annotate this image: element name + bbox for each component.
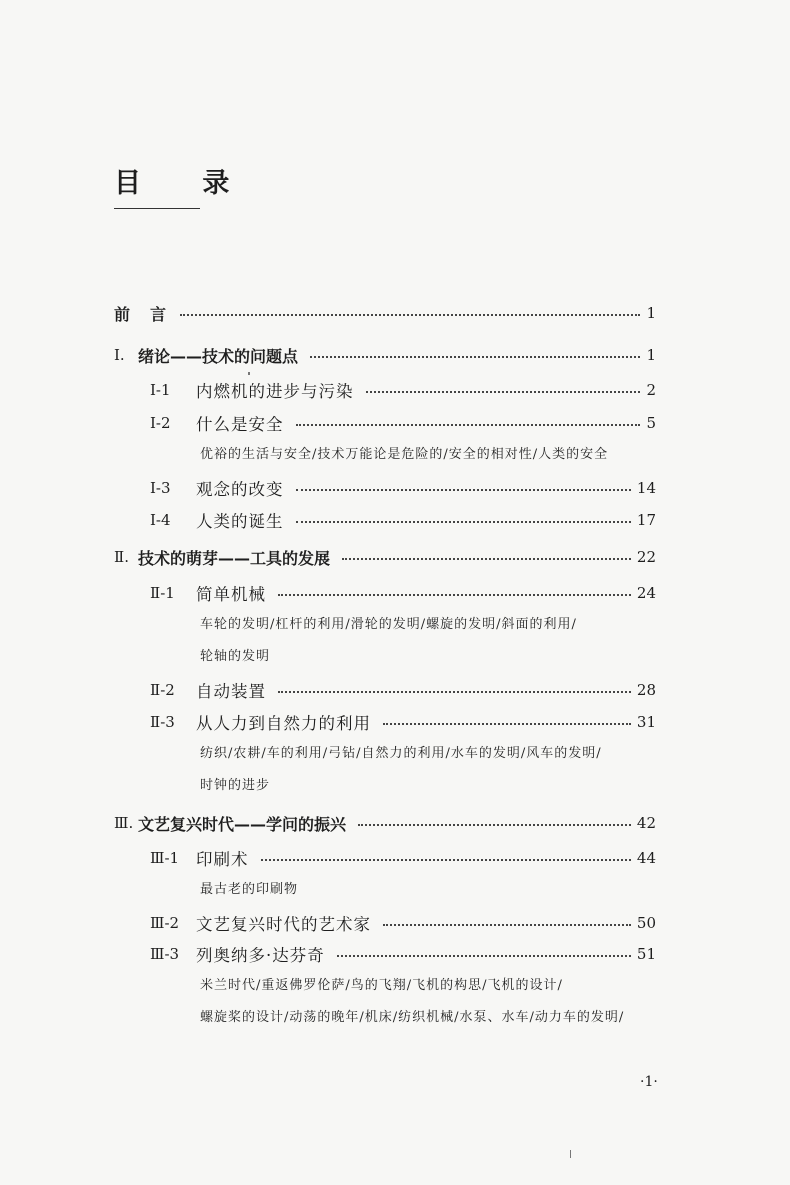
toc-page-number: 17 bbox=[636, 511, 656, 529]
toc-chapter-title: 文艺复兴时代——学问的振兴 bbox=[138, 814, 347, 834]
toc-section-number: Ⅰ-3 bbox=[150, 479, 171, 497]
toc-section-title: 内燃机的进步与污染 bbox=[196, 382, 354, 401]
page-title-text: 目 录 bbox=[114, 168, 256, 199]
print-speck bbox=[570, 1150, 571, 1158]
dot-leader bbox=[342, 558, 631, 560]
toc-section-title: 观念的改变 bbox=[196, 480, 284, 499]
toc-page-number: 42 bbox=[636, 814, 656, 832]
toc-page-number: 5 bbox=[646, 414, 656, 432]
toc-section-number: Ⅲ-3 bbox=[150, 945, 180, 963]
dot-leader bbox=[296, 521, 631, 523]
toc-page-number: 50 bbox=[636, 914, 656, 932]
toc-section-number: Ⅰ-2 bbox=[150, 414, 171, 432]
toc-chapter-3[interactable] bbox=[114, 811, 656, 835]
toc-section-number: Ⅰ-4 bbox=[150, 511, 171, 529]
toc-section-number: Ⅲ-1 bbox=[150, 849, 180, 867]
dot-leader bbox=[337, 955, 631, 957]
toc-section-2-1[interactable] bbox=[150, 581, 656, 605]
toc-section-subtopics: 螺旋桨的设计/动荡的晚年/机床/纺织机械/水泵、水车/动力车的发明/ bbox=[200, 1010, 625, 1025]
toc-entry-title: 前 言 bbox=[114, 304, 169, 324]
toc-section-title: 简单机械 bbox=[196, 585, 266, 604]
toc-section-subtopics: 最古老的印刷物 bbox=[200, 882, 299, 897]
toc-section-title: 自动装置 bbox=[196, 682, 266, 701]
toc-page-number: 14 bbox=[636, 479, 656, 497]
toc-page-number: 24 bbox=[636, 584, 656, 602]
dot-leader bbox=[310, 356, 640, 358]
toc-section-1-4[interactable] bbox=[150, 508, 656, 532]
dot-leader bbox=[278, 594, 631, 596]
page-title bbox=[114, 166, 256, 209]
dot-leader bbox=[296, 424, 641, 426]
toc-section-number: Ⅰ-1 bbox=[150, 381, 171, 399]
toc-page-number: 1 bbox=[646, 304, 656, 322]
toc-chapter-number: Ⅱ. bbox=[114, 548, 129, 566]
toc-section-title: 人类的诞生 bbox=[196, 512, 284, 531]
toc-page-number: 2 bbox=[646, 381, 656, 399]
toc-chapter-number: Ⅲ. bbox=[114, 814, 134, 832]
toc-page-number: 44 bbox=[636, 849, 656, 867]
toc-chapter-number: Ⅰ. bbox=[114, 346, 125, 364]
toc-page-number: 51 bbox=[636, 945, 656, 963]
toc-section-subtopics: 时钟的进步 bbox=[200, 778, 271, 793]
toc-section-subtopics: 纺织/农耕/车的利用/弓钻/自然力的利用/水车的发明/风车的发明/ bbox=[200, 746, 602, 761]
dot-leader bbox=[180, 314, 640, 316]
toc-chapter-1[interactable] bbox=[114, 343, 656, 367]
toc-section-1-2[interactable] bbox=[150, 411, 656, 435]
toc-page-number: 22 bbox=[636, 548, 656, 566]
dot-leader bbox=[261, 859, 631, 861]
toc-section-subtopics: 车轮的发明/杠杆的利用/滑轮的发明/螺旋的发明/斜面的利用/ bbox=[200, 617, 577, 632]
toc-section-title: 印刷术 bbox=[196, 850, 249, 869]
toc-section-3-3[interactable] bbox=[150, 942, 656, 966]
toc-page-number: 31 bbox=[636, 713, 656, 731]
toc-section-subtopics: 米兰时代/重返佛罗伦萨/鸟的飞翔/飞机的构思/飞机的设计/ bbox=[200, 978, 563, 993]
toc-section-number: Ⅲ-2 bbox=[150, 914, 180, 932]
toc-section-number: Ⅱ-3 bbox=[150, 713, 175, 731]
toc-section-number: Ⅱ-2 bbox=[150, 681, 175, 699]
toc-page-number: 28 bbox=[636, 681, 656, 699]
toc-section-title: 列奥纳多·达芬奇 bbox=[196, 946, 325, 965]
toc-section-2-3[interactable] bbox=[150, 710, 656, 734]
toc-section-number: Ⅱ-1 bbox=[150, 584, 175, 602]
toc-section-subtopics: 优裕的生活与安全/技术万能论是危险的/安全的相对性/人类的安全 bbox=[200, 447, 609, 462]
toc-section-subtopics: 轮轴的发明 bbox=[200, 649, 271, 664]
dot-leader bbox=[383, 924, 631, 926]
toc-section-1-1[interactable] bbox=[150, 378, 656, 402]
dot-leader bbox=[278, 691, 631, 693]
dot-leader bbox=[296, 489, 631, 491]
dot-leader bbox=[383, 723, 631, 725]
toc-section-3-2[interactable] bbox=[150, 911, 656, 935]
toc-section-title: 文艺复兴时代的艺术家 bbox=[196, 915, 371, 934]
toc-section-1-3[interactable] bbox=[150, 476, 656, 500]
print-speck bbox=[248, 372, 250, 375]
toc-section-title: 什么是安全 bbox=[196, 415, 284, 434]
toc-chapter-2[interactable] bbox=[114, 545, 656, 569]
toc-section-3-1[interactable] bbox=[150, 846, 656, 870]
toc-page-number: 1 bbox=[646, 346, 656, 364]
toc-chapter-title: 绪论——技术的问题点 bbox=[138, 346, 299, 366]
dot-leader bbox=[358, 824, 631, 826]
dot-leader bbox=[366, 391, 641, 393]
page-folio: ·1· bbox=[640, 1074, 658, 1090]
toc-entry-preface[interactable] bbox=[114, 301, 656, 325]
toc-section-2-2[interactable] bbox=[150, 678, 656, 702]
toc-chapter-title: 技术的萌芽——工具的发展 bbox=[138, 548, 331, 568]
toc-section-title: 从人力到自然力的利用 bbox=[196, 714, 371, 733]
